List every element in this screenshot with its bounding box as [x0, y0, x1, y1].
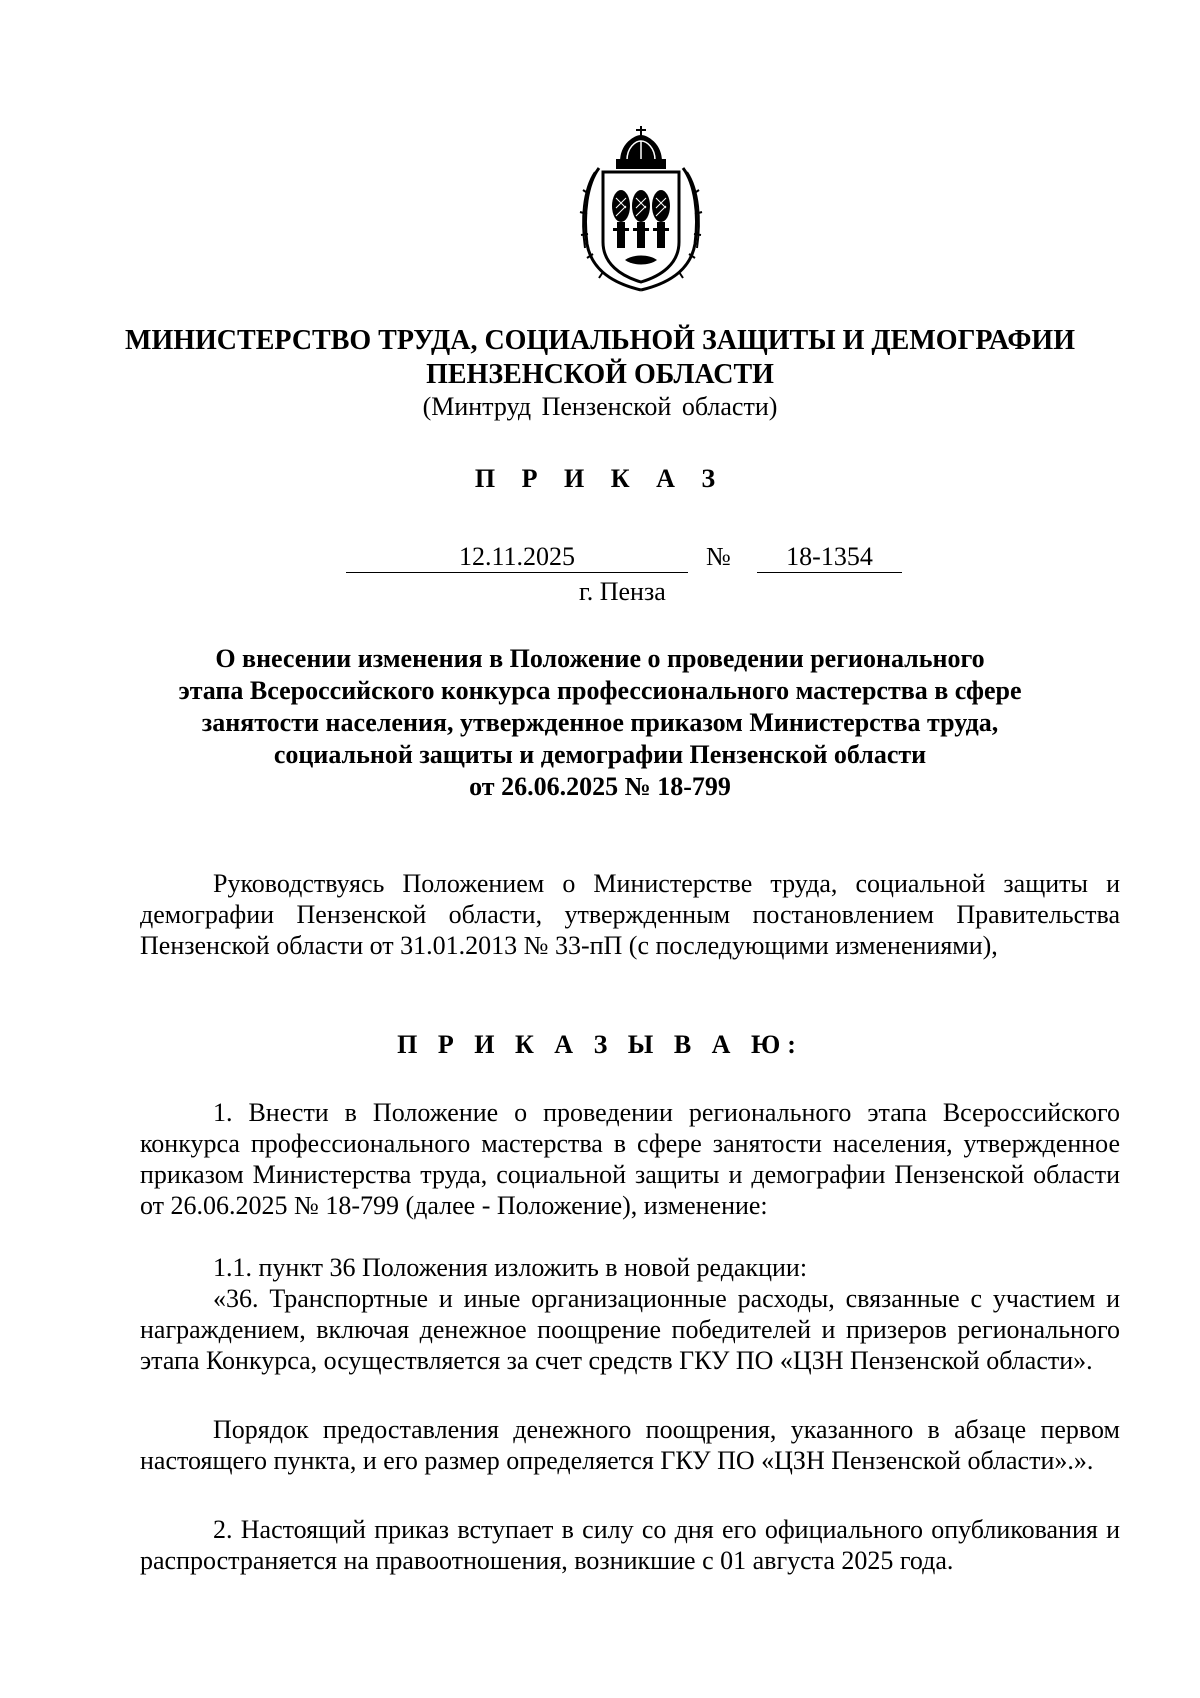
coat-of-arms-icon [577, 124, 705, 294]
paragraph-award-procedure: Порядок предоставления денежного поощрения, указанного в абзаце первом настоящего пункта, и его размер определяется ГКУ ПО «ЦЗН Пензенской области».». [140, 1415, 1120, 1475]
organization-short-name: (Минтруд Пензенской области) [422, 392, 778, 421]
paragraph-2: 2. Настоящий приказ вступает в силу со дня его официального опубликования и распространяется на правоотношения, возникшие с 01 августа 2025 года. [140, 1515, 1120, 1575]
order-heading: П Р И К А З Ы В А Ю: [397, 1030, 803, 1059]
title-line-4: социальной защиты и демографии Пензенской области [273, 740, 927, 769]
preamble-paragraph: Руководствуясь Положением о Министерстве труда, социальной защиты и демографии Пензенской области, утвержденным постановлением Правительства Пензенской области от 31.01.2013 № 33-пП (с последующими изменениями), [140, 869, 1120, 960]
number-label: № [706, 542, 731, 571]
document-date: 12.11.2025 [346, 542, 688, 573]
paragraph-1: 1. Внести в Положение о проведении регионального этапа Всероссийского конкурса профессионального мастерства в сфере занятости населения, утвержденное приказом Министерства труда, социальной защиты и демографии Пензенской области от 26.06.2025 № 18-799 (далее - Положение), изменение: [140, 1098, 1120, 1220]
title-line-3: занятости населения, утвержденное приказом Министерства труда, [201, 708, 999, 737]
title-line-5: от 26.06.2025 № 18-799 [469, 772, 731, 801]
document-type-heading: П Р И К А З [474, 464, 726, 493]
title-line-1: О внесении изменения в Положение о проведении регионального [215, 644, 985, 673]
document-number: 18-1354 [757, 542, 902, 573]
organization-name-line-1: МИНИСТЕРСТВО ТРУДА, СОЦИАЛЬНОЙ ЗАЩИТЫ И ДЕМОГРАФИИ [125, 325, 1075, 356]
paragraph-1-1: 1.1. пункт 36 Положения изложить в новой редакции: [213, 1253, 808, 1282]
document-city: г. Пенза [579, 577, 666, 606]
organization-name-line-2: ПЕНЗЕНСКОЙ ОБЛАСТИ [426, 359, 774, 390]
title-line-2: этапа Всероссийского конкурса профессионального мастерства в сфере [178, 676, 1022, 705]
paragraph-item-36: «36. Транспортные и иные организационные расходы, связанные с участием и награждением, включая денежное поощрение победителей и призеров регионального этапа Конкурса, осуществляется за счет средств ГКУ ПО «ЦЗН Пензенской области». [140, 1284, 1120, 1375]
